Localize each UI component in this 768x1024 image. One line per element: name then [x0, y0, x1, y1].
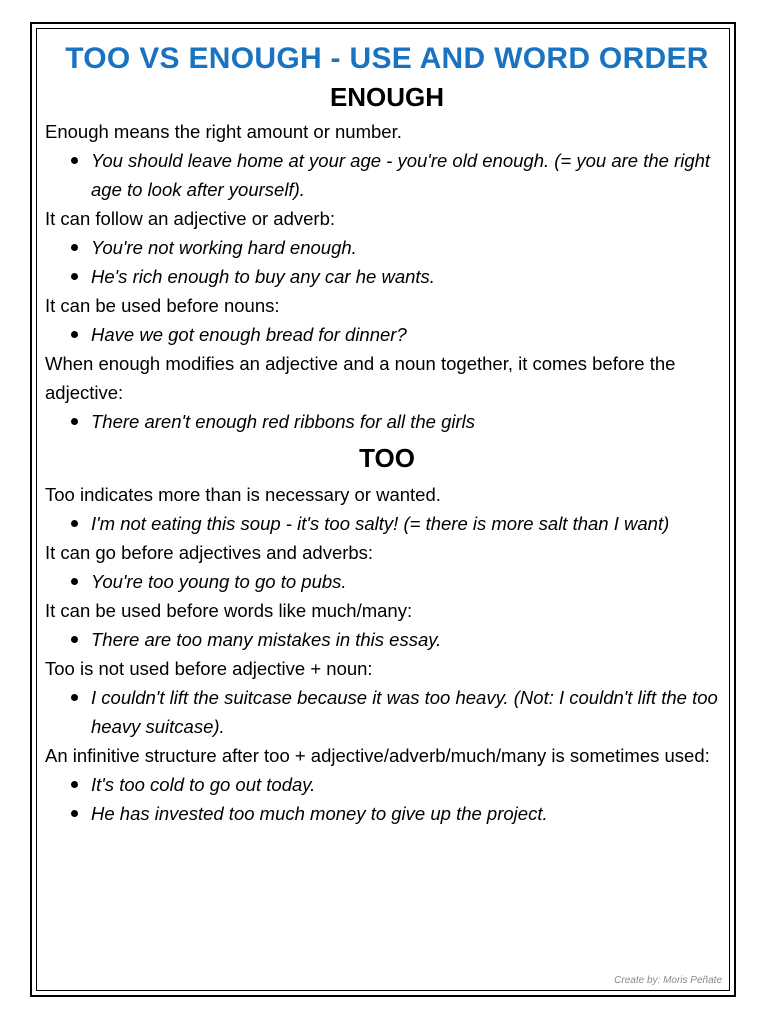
example-list	[45, 567, 729, 596]
rule-text: Too indicates more than is necessary or wanted.	[45, 484, 441, 505]
example-text: Have we got enough bread for dinner?	[91, 324, 407, 345]
example-list	[45, 625, 729, 654]
rule-text: It can go before adjectives and adverbs:	[45, 542, 374, 563]
bullet-icon	[71, 157, 78, 164]
rule-text: Enough means the right amount or number.	[45, 121, 402, 142]
bullet-icon	[71, 244, 78, 251]
bullet-icon	[71, 578, 78, 585]
example-item	[45, 625, 729, 654]
section-heading-too: TOO	[359, 443, 415, 473]
rule-text: It can be used before nouns:	[45, 295, 280, 316]
example-item	[45, 567, 729, 596]
example-text: You should leave home at your age - you're old enough. (= you are the right age to look after yourself).	[91, 150, 711, 200]
example-text: There aren't enough red ribbons for all the girls	[91, 411, 476, 432]
rule-text: An infinitive structure after too + adjective/adverb/much/many is sometimes used:	[45, 745, 710, 766]
page-title: TOO VS ENOUGH - USE AND WORD ORDER	[65, 42, 709, 75]
rule-text: When enough modifies an adjective and a noun together, it comes before the adjective:	[45, 353, 676, 403]
example-text: He has invested too much money to give up the project.	[91, 803, 548, 824]
bullet-icon	[71, 781, 78, 788]
example-list	[45, 770, 729, 828]
example-text: I couldn't lift the suitcase because it was too heavy. (Not: I couldn't lift the too heavy suitcase).	[91, 687, 718, 737]
bullet-icon	[71, 520, 78, 527]
bullet-icon	[71, 418, 78, 425]
example-text: You're not working hard enough.	[91, 237, 357, 258]
example-item	[45, 770, 729, 799]
example-text: There are too many mistakes in this essay.	[91, 629, 442, 650]
example-text: He's rich enough to buy any car he wants.	[91, 266, 435, 287]
example-list	[45, 683, 729, 741]
example-text: It's too cold to go out today.	[91, 774, 316, 795]
example-list	[45, 509, 729, 538]
example-item	[45, 509, 729, 538]
rule-text: It can follow an adjective or adverb:	[45, 208, 335, 229]
author-credit: Create by: Moris Peñate	[614, 975, 722, 986]
rule-text: It can be used before words like much/many:	[45, 600, 413, 621]
example-item	[45, 799, 729, 828]
example-list	[45, 407, 729, 436]
example-text: I'm not eating this soup - it's too salty! (= there is more salt than I want)	[91, 513, 670, 534]
example-item	[45, 683, 729, 741]
example-item	[45, 320, 729, 349]
example-item	[45, 262, 729, 291]
bullet-icon	[71, 694, 78, 701]
example-text: You're too young to go to pubs.	[91, 571, 347, 592]
bullet-icon	[71, 331, 78, 338]
worksheet-content	[45, 36, 729, 828]
example-item	[45, 407, 729, 436]
rule-text: Too is not used before adjective + noun:	[45, 658, 373, 679]
bullet-icon	[71, 273, 78, 280]
bullet-icon	[71, 810, 78, 817]
example-item	[45, 146, 729, 204]
section-heading-enough: ENOUGH	[329, 82, 445, 112]
example-item	[45, 233, 729, 262]
bullet-icon	[71, 636, 78, 643]
example-list	[45, 320, 729, 349]
example-list	[45, 146, 729, 204]
example-list	[45, 233, 729, 291]
